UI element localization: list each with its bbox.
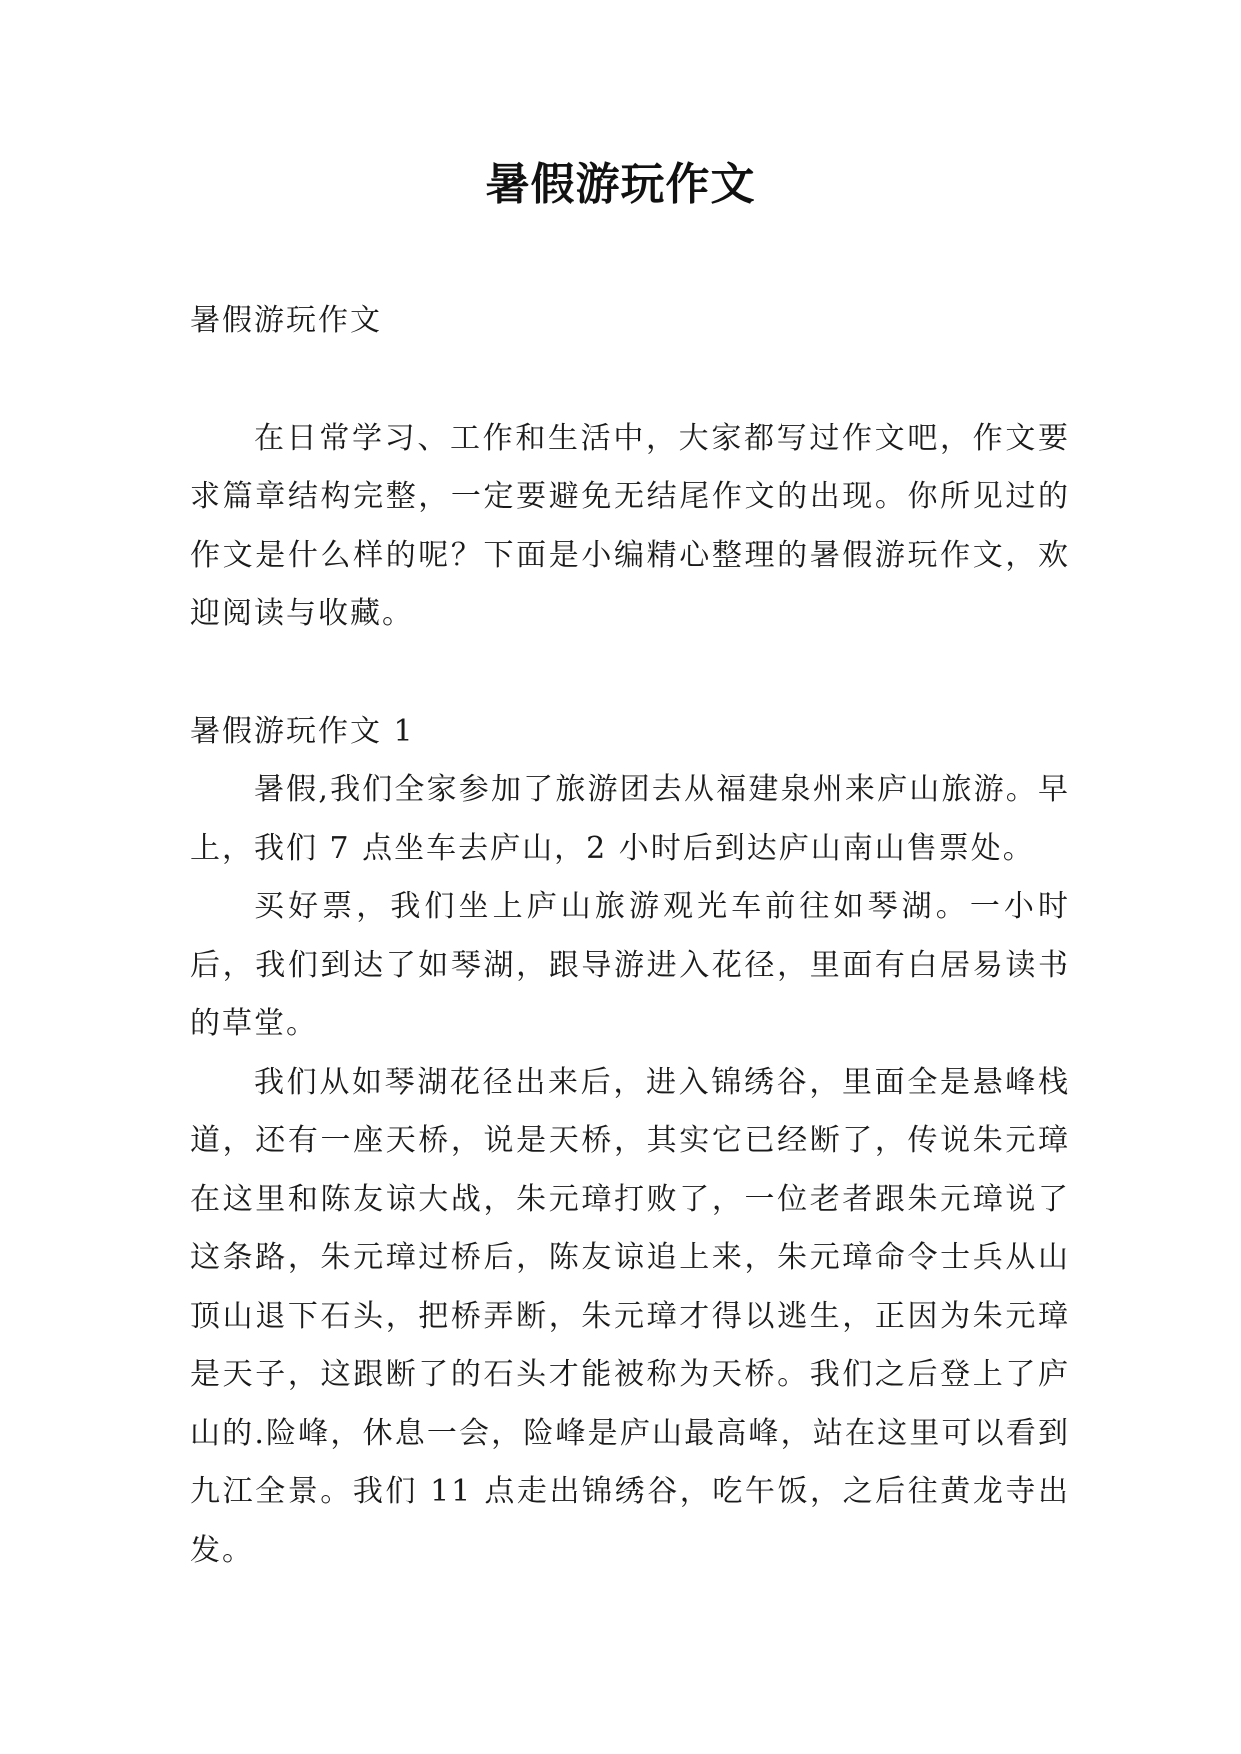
document-title: 暑假游玩作文: [485, 159, 756, 210]
intro-paragraph: 在日常学习、工作和生活中，大家都写过作文吧，作文要求篇章结构完整，一定要避免无结尾作文的出现。你所见过的作文是什么样的呢？下面是小编精心整理的暑假游玩作文，欢迎阅读与收藏。: [190, 420, 1070, 631]
spacer: [190, 351, 1070, 410]
body-paragraph: 买好票，我们坐上庐山旅游观光车前往如琴湖。一小时后，我们到达了如琴湖，跟导游进入花径，里面有白居易读书的草堂。: [190, 889, 1070, 1041]
body-paragraph: 暑假,我们全家参加了旅游团去从福建泉州来庐山旅游。早上，我们 7 点坐车去庐山，2 小时后到达庐山南山售票处。: [190, 772, 1070, 866]
document-subtitle: 暑假游玩作文: [190, 303, 382, 338]
section-heading: 暑假游玩作文 1: [190, 713, 415, 749]
spacer: [190, 644, 1070, 703]
body-paragraph: 我们从如琴湖花径出来后，进入锦绣谷，里面全是悬峰栈道，还有一座天桥，说是天桥，其实它已经断了，传说朱元璋在这里和陈友谅大战，朱元璋打败了，一位老者跟朱元璋说了这条路，朱元璋过桥后，陈友谅追上来，朱元璋命令士兵从山顶山退下石头，把桥弄断，朱元璋才得以逃生，正因为朱元璋是天子，这跟断了的石头才能被称为天桥。我们之后登上了庐山的.险峰，休息一会，险峰是庐山最高峰，站在这里可以看到九江全景。我们 11 点走出锦绣谷，吃午饭，之后往黄龙寺出发。: [190, 1064, 1070, 1568]
document-body: [190, 292, 1070, 1580]
